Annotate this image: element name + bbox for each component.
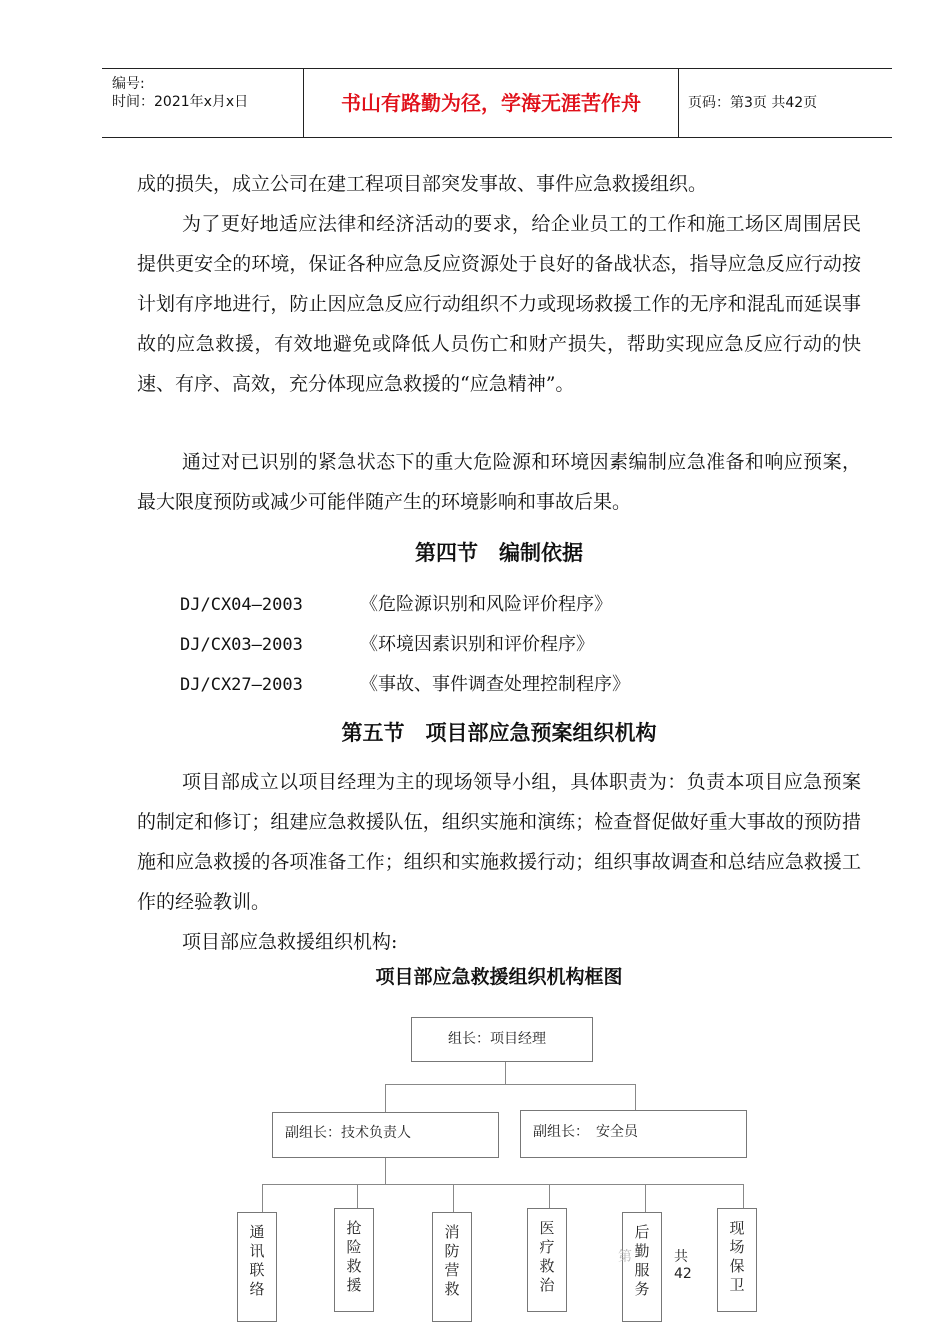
page-footer-fragment — [618, 1246, 692, 1282]
paragraph: 项目部应急救援组织机构: — [182, 931, 398, 953]
footer-total-pages: 共 42 — [674, 1249, 692, 1282]
org-deputy-box-safety: 副组长： 安全员 — [520, 1110, 747, 1158]
org-team-label: 后 勤 服 务 — [634, 1223, 650, 1298]
org-team-label: 消 防 营 救 — [444, 1223, 460, 1298]
connector-line — [635, 1084, 636, 1112]
org-team-label: 现 场 保 卫 — [729, 1219, 745, 1294]
paragraph: 项目部成立以项目经理为主的现场领导小组，具体职责为：负责本项目应急预案的制定和修订；组建应急救援队伍，组织实施和演练；检查督促做好重大事故的预防措施和应急救援的各项准备工作；组织和实施救援行动；组织事故调查和总结应急救援工作的经验教训。 — [137, 771, 861, 913]
org-team-box — [432, 1212, 472, 1322]
connector-line — [385, 1084, 386, 1112]
reference-name: 《危险源识别和风险评价程序》 — [360, 594, 612, 615]
document-number-label: 编号: — [112, 76, 145, 92]
reference-code: DJ/CX03—2003 — [180, 635, 303, 655]
paragraph: 成的损失，成立公司在建工程项目部突发事故、事件应急救援组织。 — [137, 173, 708, 195]
connector-line — [262, 1184, 743, 1185]
connector-line — [549, 1184, 550, 1208]
reference-code: DJ/CX27—2003 — [180, 675, 303, 695]
paragraph: 通过对已识别的紧急状态下的重大危险源和环境因素编制应急准备和响应预案，最大限度预防或减少可能伴随产生的环境影响和事故后果。 — [137, 451, 861, 513]
org-leader-box: 组长：项目经理 — [411, 1017, 593, 1062]
connector-line — [385, 1158, 386, 1184]
page-number-label: 页码：第3页 共42页 — [688, 95, 818, 111]
org-team-label: 抢 险 救 援 — [346, 1219, 362, 1294]
connector-line — [505, 1062, 506, 1084]
reference-name: 《环境因素识别和评价程序》 — [360, 634, 594, 655]
org-team-label: 医 疗 救 治 — [539, 1219, 555, 1294]
reference-name: 《事故、事件调查处理控制程序》 — [360, 674, 630, 695]
reference-code: DJ/CX04—2003 — [180, 595, 303, 615]
org-team-label: 通 讯 联 络 — [249, 1223, 265, 1298]
org-team-box — [622, 1212, 662, 1322]
connector-line — [645, 1184, 646, 1212]
reference-item — [180, 670, 630, 696]
reference-item — [180, 630, 594, 656]
section-title: 第四节 编制依据 — [415, 541, 583, 565]
footer-ghost-text: 第 — [618, 1249, 632, 1265]
connector-line — [357, 1184, 358, 1208]
org-team-box — [237, 1212, 277, 1322]
paragraph: 为了更好地适应法律和经济活动的要求，给企业员工的工作和施工场区周围居民提供更安全的环境，保证各种应急反应资源处于良好的备战状态，指导应急反应行动按计划有序地进行，防止因应急反应行动组织不力或现场救援工作的无序和混乱而延误事故的应急救援，有效地避免或降低人员伤亡和财产损失，帮助实现应急反应行动的快速、有序、高效，充分体现应急救援的“应急精神”。 — [137, 213, 861, 395]
document-time-label: 时间：2021年x月x日 — [112, 94, 249, 110]
connector-line — [743, 1184, 744, 1208]
connector-line — [453, 1184, 454, 1212]
org-team-box — [334, 1208, 374, 1312]
connector-line — [385, 1084, 635, 1085]
org-team-box — [717, 1208, 757, 1312]
org-chart-title: 项目部应急救援组织机构框图 — [375, 966, 623, 988]
header-motto: 书山有路勤为径，学海无涯苦作舟 — [304, 69, 679, 137]
page-header — [102, 68, 892, 138]
section-title: 第五节 项目部应急预案组织机构 — [341, 721, 657, 745]
org-deputy-box-tech: 副组长：技术负责人 — [272, 1112, 499, 1158]
reference-item — [180, 590, 612, 616]
connector-line — [262, 1184, 263, 1212]
org-team-box — [527, 1208, 567, 1312]
header-meta — [102, 69, 304, 137]
